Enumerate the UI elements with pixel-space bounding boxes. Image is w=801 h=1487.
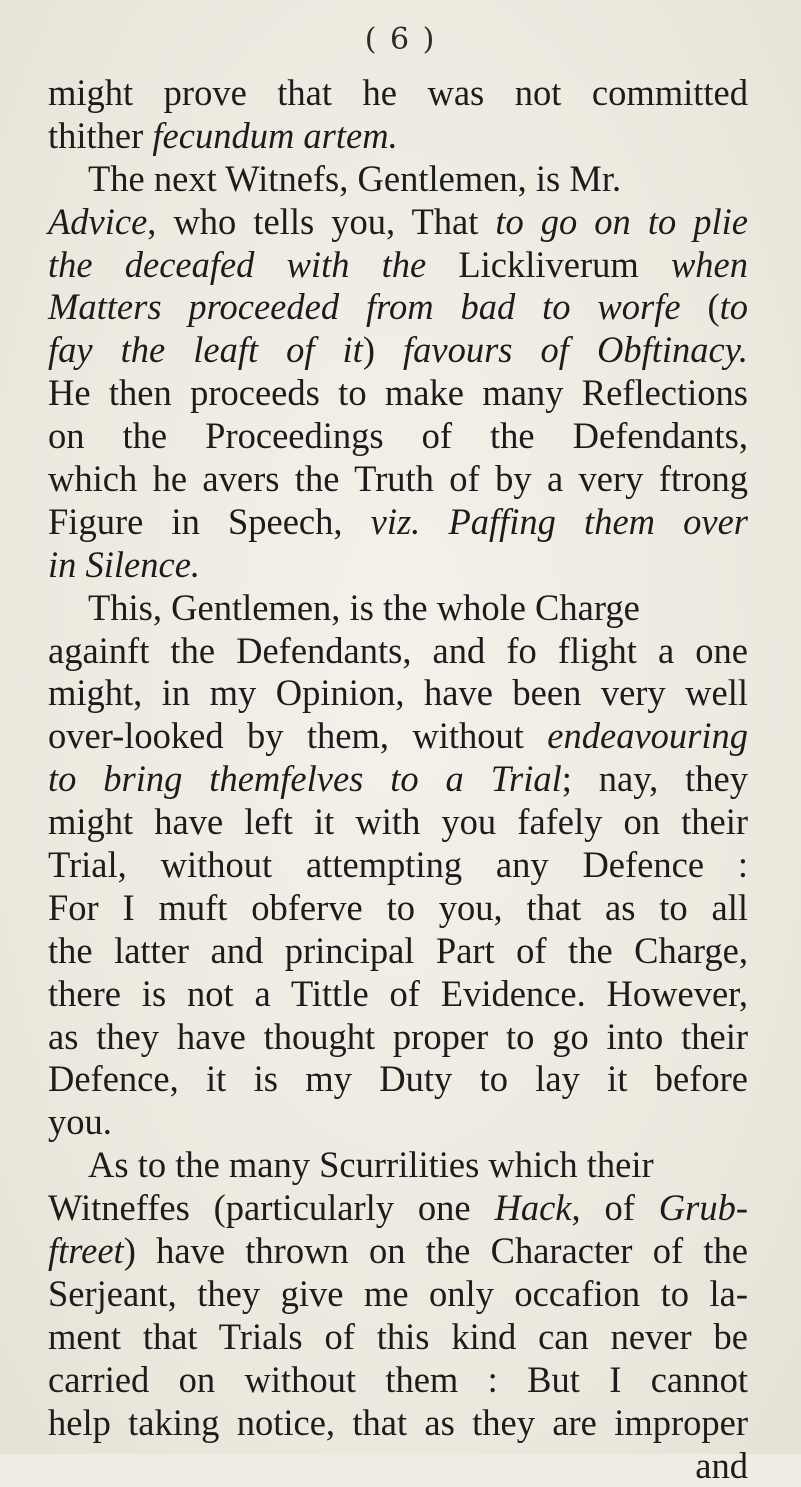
text-run: might, in my Opinion, have been very well [48,672,748,713]
italic-run: Hack [494,1187,571,1228]
text-line [48,158,748,201]
text-line [48,715,748,758]
text-run: He then proceeds to make many Reflections [48,372,748,413]
text-line [48,501,748,544]
text-run: Trial, without attempting any Defence : [48,844,748,885]
text-run: , who tells you, That [147,201,495,242]
text-line [48,973,748,1016]
text-line [48,372,748,415]
text-line [48,1359,748,1402]
text-line [48,544,748,587]
text-line [48,1316,748,1359]
text-line [48,801,748,844]
italic-run: Grub- [659,1187,748,1228]
text-line [48,329,748,372]
italic-run: ftreet [48,1230,124,1271]
text-line [48,72,748,115]
text-line [48,1016,748,1059]
text-run: againft the Defendants, and fo flight a one [48,630,748,671]
text-run: As to the many Scurrilities which their [88,1144,654,1185]
text-line [48,115,748,158]
text-run: ( [681,286,720,327]
text-run: carried on without them : But I cannot [48,1359,748,1400]
text-run: Serjeant, they give me only occafion to la- [48,1273,748,1314]
text-line [48,1144,748,1187]
text-run: For I muft obferve to you, that as to all [48,887,748,928]
text-run: which he avers the Truth of by a very ftrong [48,458,748,499]
body-text [48,72,748,1487]
italic-run: fecundum artem. [152,115,397,156]
text-run: Lickliverum [458,244,671,285]
text-run: ) [363,329,403,370]
text-line [48,887,748,930]
text-run: as they have thought proper to go into their [48,1016,748,1057]
page-number: ( 6 ) [0,22,801,57]
text-run: you. [48,1101,112,1142]
text-line [48,758,748,801]
text-line [48,672,748,715]
italic-run: when [671,244,748,285]
text-line [48,1402,748,1445]
text-line [48,244,748,287]
text-run: Witneffes (particularly one [48,1187,494,1228]
text-run: thither [48,115,152,156]
text-run: might have left it with you fafely on their [48,801,748,842]
text-run: the latter and principal Part of the Charge, [48,930,748,971]
text-line [48,415,748,458]
italic-run: to bring themfelves to a Trial [48,758,562,799]
text-line [48,458,748,501]
text-line [48,1273,748,1316]
text-run: , of [572,1187,659,1228]
text-line [48,930,748,973]
text-run: The next Witnefs, Gentlemen, is Mr. [88,158,621,199]
italic-run: in Silence. [48,544,200,585]
text-line [48,1101,748,1144]
text-run: on the Proceedings of the Defendants, [48,415,748,456]
text-run: and [695,1445,748,1486]
text-run: Defence, it is my Duty to lay it before [48,1058,748,1099]
text-line [48,630,748,673]
text-run: ment that Trials of this kind can never be [48,1316,748,1357]
text-run: might prove that he was not committed [48,72,748,113]
text-run: This, Gentlemen, is the whole Charge [88,587,640,628]
italic-run: Matters proceeded from bad to worfe [48,286,681,327]
text-run: ) have thrown on the Character of the [124,1230,748,1271]
text-run: ; nay, they [562,758,748,799]
text-line [48,1445,748,1487]
italic-run: fay the leaft of it [48,329,363,370]
italic-run: endeavouring [547,715,748,756]
text-run: help taking notice, that as they are improper [48,1402,748,1443]
italic-run: to go on to plie [495,201,748,242]
text-line [48,1230,748,1273]
text-run: Figure in Speech, [48,501,371,542]
italic-run: to [720,286,748,327]
italic-run: the deceafed with the [48,244,458,285]
italic-run: favours of Obftinacy. [403,329,748,370]
italic-run: viz. Paffing them over [371,501,748,542]
text-run: over-looked by them, without [48,715,547,756]
text-line [48,286,748,329]
text-line [48,587,748,630]
text-line [48,1187,748,1230]
text-run: there is not a Tittle of Evidence. However, [48,973,748,1014]
text-line [48,1058,748,1101]
text-line [48,844,748,887]
italic-run: Advice [48,201,147,242]
text-line [48,201,748,244]
